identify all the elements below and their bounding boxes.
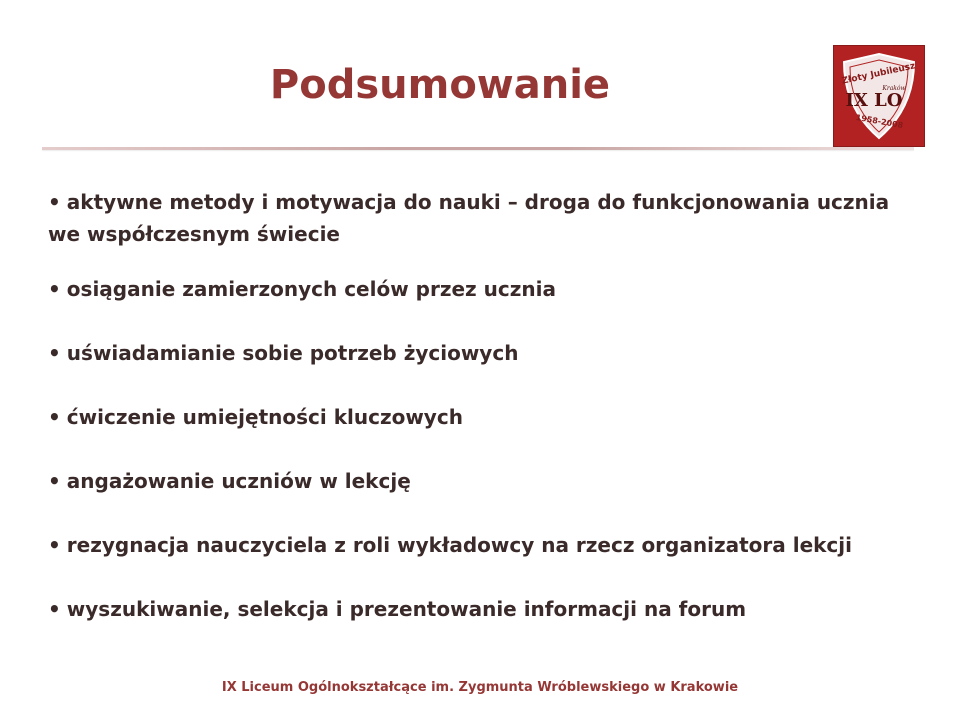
logo-small-text: Kraków [882, 85, 906, 92]
title-divider [42, 147, 914, 150]
jubilee-shield-icon [834, 46, 924, 146]
logo-top-text: Złoty Jubileusz [840, 61, 917, 87]
list-item: • ćwiczenie umiejętności kluczowych [48, 405, 463, 429]
slide-title: Podsumowanie [269, 62, 611, 108]
list-item: • uświadamianie sobie potrzeb życiowych [48, 341, 519, 365]
list-item: • wyszukiwanie, selekcja i prezentowanie informacji na forum [48, 597, 747, 621]
list-item: • rezygnacja nauczyciela z roli wykładowcy na rzecz organizatora lekcji [48, 533, 853, 557]
logo-center-text: IX LO [845, 90, 903, 111]
footer-text: IX Liceum Ogólnokształcące im. Zygmunta Wróblewskiego w Krakowie [221, 680, 739, 695]
logo-years-text: 1958-2008 [855, 112, 904, 131]
list-item: • osiąganie zamierzonych celów przez ucznia [48, 277, 556, 301]
list-item: • angażowanie uczniów w lekcję [48, 469, 411, 493]
list-item: • aktywne metody i motywacja do nauki – droga do funkcjonowania ucznia we współczesnym świecie [48, 190, 890, 246]
jubilee-logo [833, 45, 925, 147]
